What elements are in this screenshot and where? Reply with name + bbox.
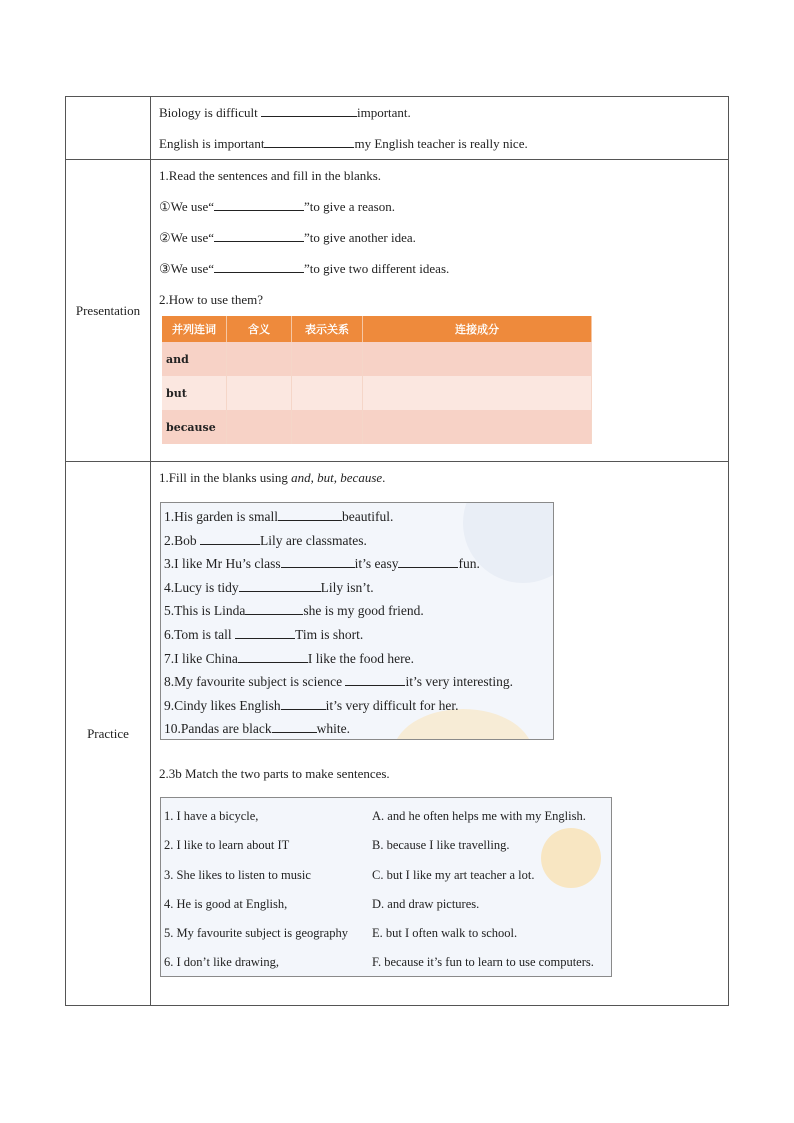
match-right: F. because it’s fun to learn to use computers. — [372, 955, 594, 970]
header-conjunction: 并列连词 — [162, 316, 227, 342]
top-row — [66, 97, 729, 160]
fill-blank[interactable] — [345, 674, 405, 686]
practice-content — [151, 462, 729, 1006]
match-left: 2. I like to learn about IT — [164, 838, 290, 853]
fill-blank[interactable] — [239, 580, 321, 592]
top-content-cell — [151, 97, 729, 160]
fill-line-8 — [161, 670, 553, 694]
cell[interactable] — [363, 342, 592, 376]
fill-line-4 — [161, 576, 553, 600]
cell[interactable] — [363, 410, 592, 444]
text: 5.This is Linda — [164, 603, 246, 619]
cell[interactable] — [363, 376, 592, 410]
match-right: E. but I often walk to school. — [372, 926, 518, 941]
text: it’s very difficult for her. — [325, 697, 459, 713]
presentation-label: Presentation — [66, 160, 151, 462]
text: she is my good friend. — [303, 603, 424, 619]
fill-blank[interactable] — [245, 603, 303, 615]
text: I like the food here. — [307, 650, 414, 666]
match-row — [161, 861, 611, 890]
fill-lines — [161, 503, 553, 740]
presentation-q2-title: 2.How to use them? — [159, 292, 263, 307]
fill-blank[interactable] — [261, 105, 357, 117]
fill-blank[interactable] — [214, 230, 304, 242]
match-left: 4. He is good at English, — [164, 896, 288, 911]
text: 4.Lucy is tidy — [164, 579, 239, 595]
match-row — [161, 802, 611, 831]
text: Tim is short. — [295, 626, 364, 642]
text: English is important — [159, 136, 265, 151]
presentation-item-2 — [159, 230, 728, 246]
fill-line-10 — [161, 717, 553, 740]
fill-blank[interactable] — [264, 136, 354, 148]
text: it’s very interesting. — [405, 674, 514, 690]
fill-line-9 — [161, 694, 553, 718]
match-left: 6. I don’t like drawing, — [164, 955, 280, 970]
top-label-cell — [66, 97, 151, 160]
text: 2.Bob — [164, 532, 201, 548]
match-right: A. and he often helps me with my English. — [372, 809, 586, 823]
text: 3.I like Mr Hu’s class — [164, 556, 281, 572]
cell[interactable] — [227, 410, 292, 444]
practice-row — [66, 462, 729, 1006]
match-row — [161, 890, 611, 919]
row-label-because: because — [162, 410, 227, 444]
fill-line-1 — [161, 505, 553, 529]
italic-text: and, but, because — [291, 470, 383, 485]
cell[interactable] — [227, 376, 292, 410]
text: 1.His garden is small — [164, 509, 278, 524]
text: 6.Tom is tall — [164, 626, 236, 642]
text: beautiful. — [342, 509, 394, 524]
table-row — [162, 410, 592, 444]
fill-line-5 — [161, 599, 553, 623]
fill-blank[interactable] — [235, 627, 295, 639]
conjunction-table — [162, 316, 592, 444]
fill-blank[interactable] — [281, 556, 355, 568]
text: ③We use“ — [159, 261, 215, 276]
text: ”to give two different ideas. — [304, 261, 450, 276]
text: my English teacher is really nice. — [354, 136, 528, 151]
fill-line-7 — [161, 647, 553, 671]
cell[interactable] — [227, 342, 292, 376]
conjunction-table-wrap — [162, 316, 728, 444]
presentation-q1-title: 1.Read the sentences and fill in the blanks. — [159, 168, 382, 183]
text: 9.Cindy likes English — [164, 697, 281, 713]
match-row — [161, 919, 611, 948]
text: fun. — [458, 556, 480, 572]
cell[interactable] — [292, 342, 363, 376]
match-row — [161, 948, 611, 977]
text: white. — [316, 721, 350, 737]
fill-blank[interactable] — [278, 509, 342, 521]
row-label-and: and — [162, 342, 227, 376]
top-line-2 — [159, 136, 728, 152]
match-row — [161, 831, 611, 860]
text: ②We use“ — [159, 230, 215, 245]
header-components: 连接成分 — [363, 316, 592, 342]
lesson-table — [65, 96, 729, 1006]
conjunction-header-row — [162, 316, 592, 342]
cell[interactable] — [292, 376, 363, 410]
match-left: 5. My favourite subject is geography — [164, 926, 348, 941]
header-meaning: 含义 — [227, 316, 292, 342]
fill-blank[interactable] — [238, 651, 308, 663]
header-relation: 表示关系 — [292, 316, 363, 342]
text: Biology is difficult — [159, 105, 261, 120]
text: important. — [356, 105, 411, 120]
presentation-item-1 — [159, 199, 728, 215]
practice-q2-title: 2.3b Match the two parts to make sentences. — [159, 766, 390, 781]
fill-line-2 — [161, 529, 553, 553]
fill-blank[interactable] — [281, 698, 326, 710]
text: Lily are classmates. — [260, 532, 367, 548]
practice-label: Practice — [66, 462, 151, 1006]
fill-blank[interactable] — [200, 533, 260, 545]
match-left: 1. I have a bicycle, — [164, 809, 259, 823]
top-line-1 — [159, 105, 728, 121]
fill-line-3 — [161, 552, 553, 576]
text: 10.Pandas are black — [164, 721, 272, 737]
match-rows — [161, 798, 611, 977]
row-label-but: but — [162, 376, 227, 410]
fill-in-box — [160, 502, 554, 740]
practice-q1-title — [159, 470, 728, 486]
text: ①We use“ — [159, 199, 215, 214]
text: 1.Fill in the blanks using — [159, 470, 292, 485]
match-left: 3. She likes to listen to music — [164, 867, 311, 882]
fill-line-6 — [161, 623, 553, 647]
text: Lily isn’t. — [320, 579, 374, 595]
text: 8.My favourite subject is science — [164, 674, 346, 690]
match-right: C. but I like my art teacher a lot. — [372, 867, 535, 882]
fill-blank[interactable] — [398, 556, 458, 568]
match-box — [160, 797, 612, 977]
fill-blank[interactable] — [214, 199, 304, 211]
cell[interactable] — [292, 410, 363, 444]
fill-blank[interactable] — [214, 261, 304, 273]
text: . — [382, 470, 386, 485]
table-row — [162, 342, 592, 376]
text: it’s easy — [354, 556, 399, 572]
text: 7.I like China — [164, 650, 238, 666]
match-right: B. because I like travelling. — [372, 838, 510, 853]
presentation-item-3 — [159, 261, 728, 277]
text: ”to give another idea. — [304, 230, 416, 245]
presentation-row — [66, 160, 729, 462]
text: ”to give a reason. — [304, 199, 395, 214]
presentation-content — [151, 160, 729, 462]
table-row — [162, 376, 592, 410]
match-right: D. and draw pictures. — [372, 896, 480, 911]
fill-blank[interactable] — [272, 721, 317, 733]
